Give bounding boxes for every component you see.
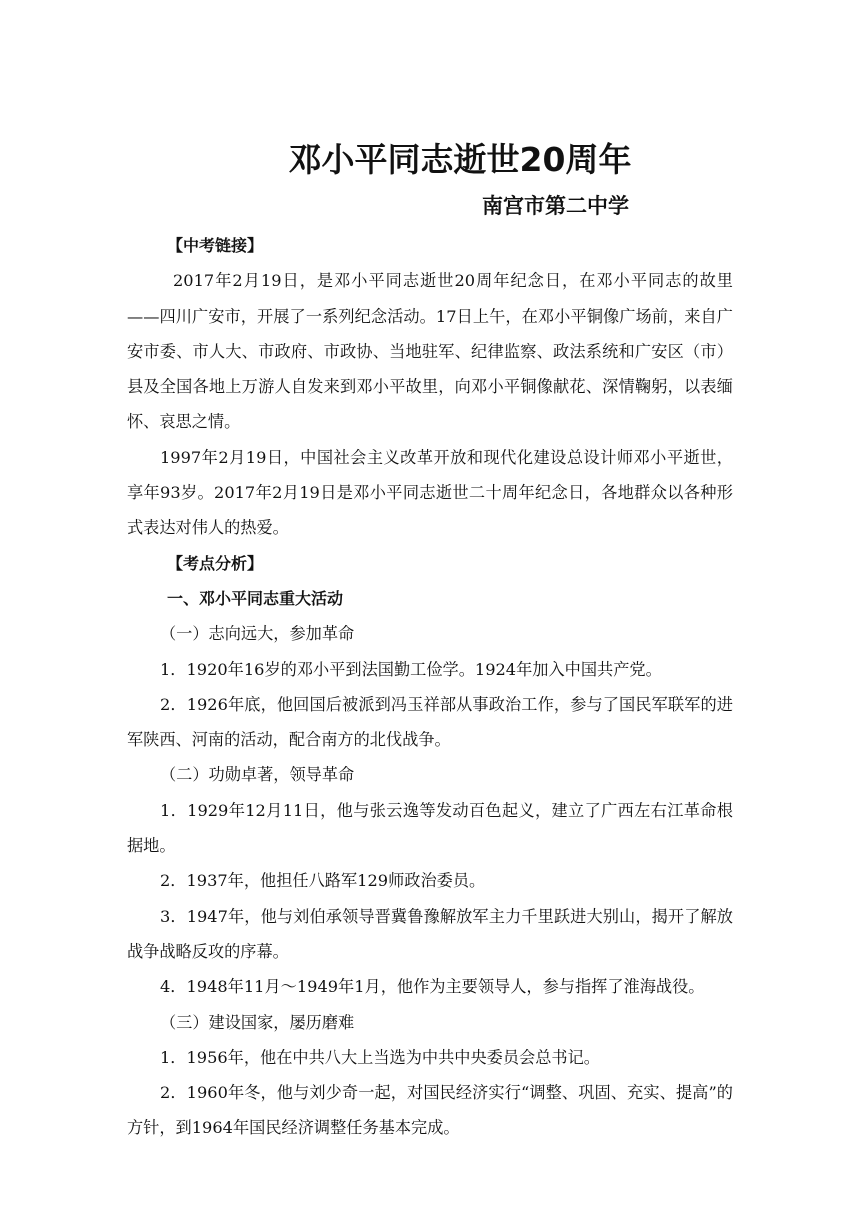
document-body (127, 228, 733, 1146)
section-heading-exam-link: 【中考链接】 (167, 236, 264, 255)
page-title: 邓小平同志逝世20周年 (288, 140, 632, 179)
list-item: 2．1926年底，他回国后被派到冯玉祥部从事政治工作，参与了国民军联军的进军陕西、河南的活动，配合南方的北伐战争。 (127, 694, 733, 750)
subheading: （三）建设国家，屡历磨难 (160, 1012, 355, 1032)
list-item: 4．1948年11月～1949年1月，他作为主要领导人，参与指挥了淮海战役。 (160, 977, 705, 997)
list-item: 1．1920年16岁的邓小平到法国勤工俭学。1924年加入中国共产党。 (160, 659, 662, 679)
section-heading-analysis: 【考点分析】 (167, 553, 264, 573)
subheading: （二）功勋卓著，领导革命 (160, 765, 355, 785)
part-heading: 一、邓小平同志重大活动 (167, 588, 344, 608)
paragraph: 1997年2月19日，中国社会主义改革开放和现代化建设总设计师邓小平逝世，享年93岁。2017年2月19日是邓小平同志逝世二十周年纪念日，各地群众以各种形式表达对伟人的热爱。 (127, 447, 733, 538)
list-item: 2．1960年冬，他与刘少奇一起，对国民经济实行“调整、巩固、充实、提高”的方针，到1964年国民经济调整任务基本完成。 (127, 1083, 733, 1138)
list-item: 3．1947年，他与刘伯承领导晋冀鲁豫解放军主力千里跃进大别山，揭开了解放战争战略反攻的序幕。 (127, 906, 733, 961)
list-item: 2．1937年，他担任八路军129师政治委员。 (160, 871, 486, 891)
subheading: （一）志向远大，参加革命 (160, 624, 355, 644)
list-item: 1．1929年12月11日，他与张云逸等发动百色起义，建立了广西左右江革命根据地。 (127, 800, 733, 856)
paragraph: 2017年2月19日，是邓小平同志逝世20周年纪念日，在邓小平同志的故里——四川广安市，开展了一系列纪念活动。17日上午，在邓小平铜像广场前，来自广安市委、市人大、市政府、市政协、当地驻军、纪律监察、政法系统和广安区（市）县及全国各地上万游人自发来到邓小平故里，向邓小平铜像献花、深情鞠躬，以表缅怀、哀思之情。 (127, 271, 733, 432)
list-item: 1．1956年，他在中共八大上当选为中共中央委员会总书记。 (160, 1047, 600, 1067)
school-name: 南宫市第二中学 (482, 194, 629, 218)
